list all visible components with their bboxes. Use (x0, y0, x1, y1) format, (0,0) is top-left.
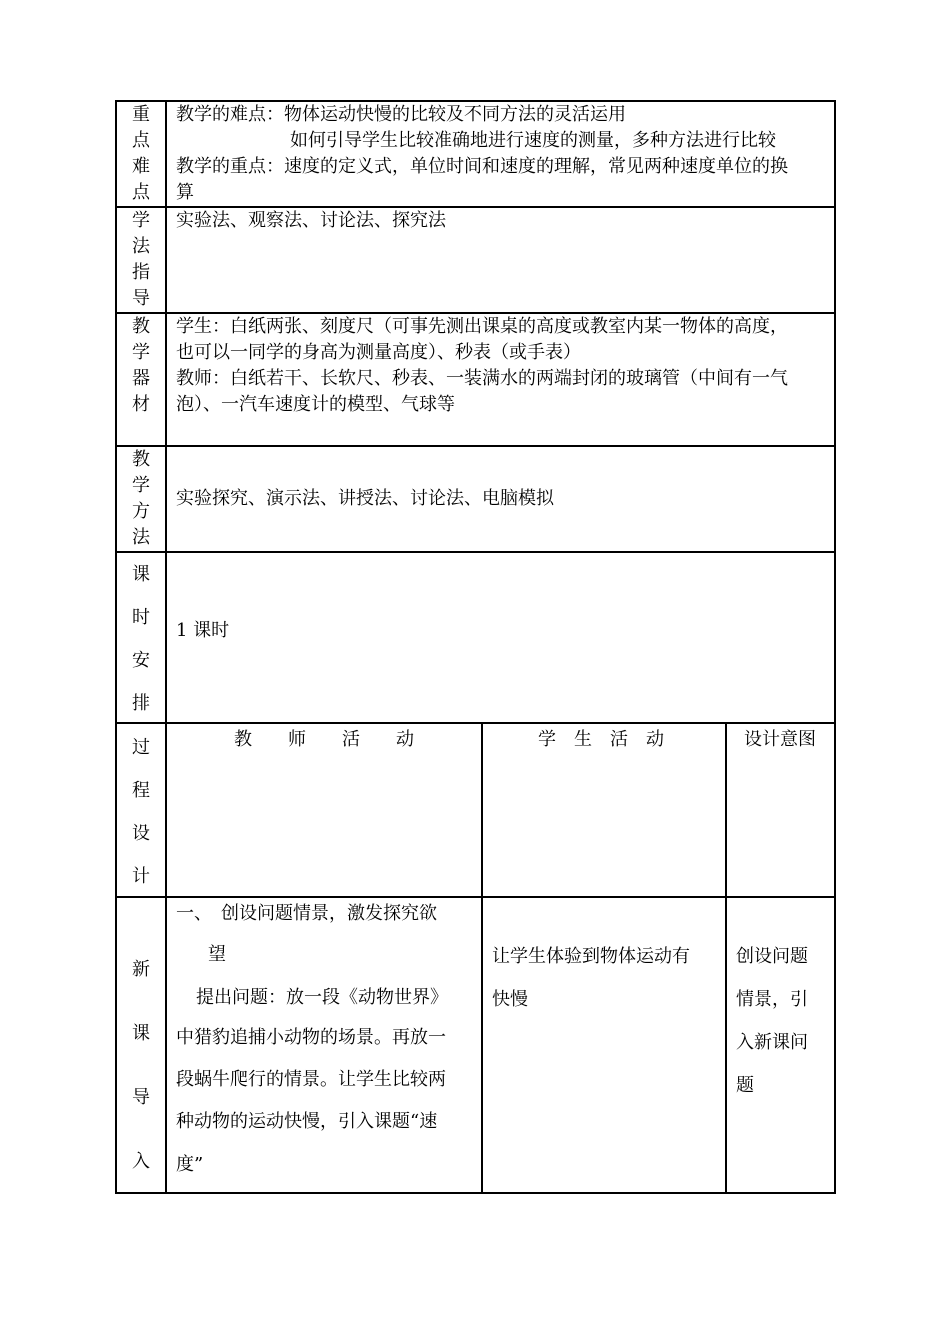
design-intent-text: 入新课问 (736, 1032, 808, 1053)
key-point-text-cont: 算 (176, 182, 194, 203)
teacher-activity-heading: 一、 创设问题情景，激发探究欲 (176, 903, 437, 924)
teacher-activity-text: 种动物的运动快慢，引入课题“速 (176, 1111, 438, 1132)
equipment-teacher: 教师：白纸若干、长软尺、秒表、一装满水的两端封闭的玻璃管（中间有一气 (176, 368, 788, 389)
teacher-activity-text: 度” (176, 1154, 204, 1175)
teaching-method-text: 实验探究、演示法、讲授法、讨论法、电脑模拟 (176, 488, 554, 509)
design-intent-text: 创设问题 (736, 946, 808, 967)
row-label-process: 过 程 设 计 (132, 737, 150, 887)
difficulty-text: 教学的难点：物体运动快慢的比较及不同方法的灵活运用 (176, 104, 626, 125)
schedule-text: 1 课时 (176, 620, 230, 641)
row-label-schedule: 课 时 安 排 (132, 564, 150, 714)
difficulty-text-cont: 如何引导学生比较准确地进行速度的测量，多种方法进行比较 (290, 130, 776, 151)
row-label-key-points: 重 点 难 点 (132, 104, 150, 203)
row-divider (115, 722, 836, 724)
row-label-equipment: 教 学 器 材 (132, 316, 150, 415)
equipment-teacher-cont: 泡）、一汽车速度计的模型、气球等 (176, 394, 455, 415)
student-activity-text: 快慢 (492, 989, 528, 1010)
label-column-divider (165, 100, 167, 1194)
student-activity-text: 让学生体验到物体运动有 (492, 946, 690, 967)
teacher-activity-text: 提出问题：放一段《动物世界》 (196, 987, 448, 1008)
row-divider (115, 551, 836, 553)
teacher-activity-text: 段蜗牛爬行的情景。让学生比较两 (176, 1069, 446, 1090)
key-point-text: 教学的重点：速度的定义式，单位时间和速度的理解，常见两种速度单位的换 (176, 156, 788, 177)
row-divider (115, 896, 836, 898)
design-intent-header: 设计意图 (744, 729, 816, 750)
study-method-text: 实验法、观察法、讨论法、探究法 (176, 210, 446, 231)
equipment-students: 学生：白纸两张、刻度尺（可事先测出课桌的高度或教室内某一物体的高度， (176, 316, 788, 337)
row-label-teaching-method: 教 学 方 法 (132, 449, 150, 548)
teacher-activity-text: 中猎豹追捕小动物的场景。再放一 (176, 1027, 446, 1048)
row-label-intro: 新 课 导 入 (132, 959, 150, 1172)
row-label-study-method: 学 法 指 导 (132, 210, 150, 309)
equipment-students-cont: 也可以一同学的身高为测量高度）、秒表（或手表） (176, 342, 581, 363)
teacher-activity-header: 教 师 活 动 (234, 729, 414, 750)
design-intent-text: 情景，引 (736, 989, 808, 1010)
teacher-column-divider (481, 722, 483, 1194)
student-activity-header: 学 生 活 动 (538, 729, 664, 750)
design-intent-text: 题 (736, 1075, 754, 1096)
row-divider (115, 445, 836, 447)
teacher-activity-heading-cont: 望 (208, 944, 226, 965)
student-column-divider (725, 722, 727, 1194)
